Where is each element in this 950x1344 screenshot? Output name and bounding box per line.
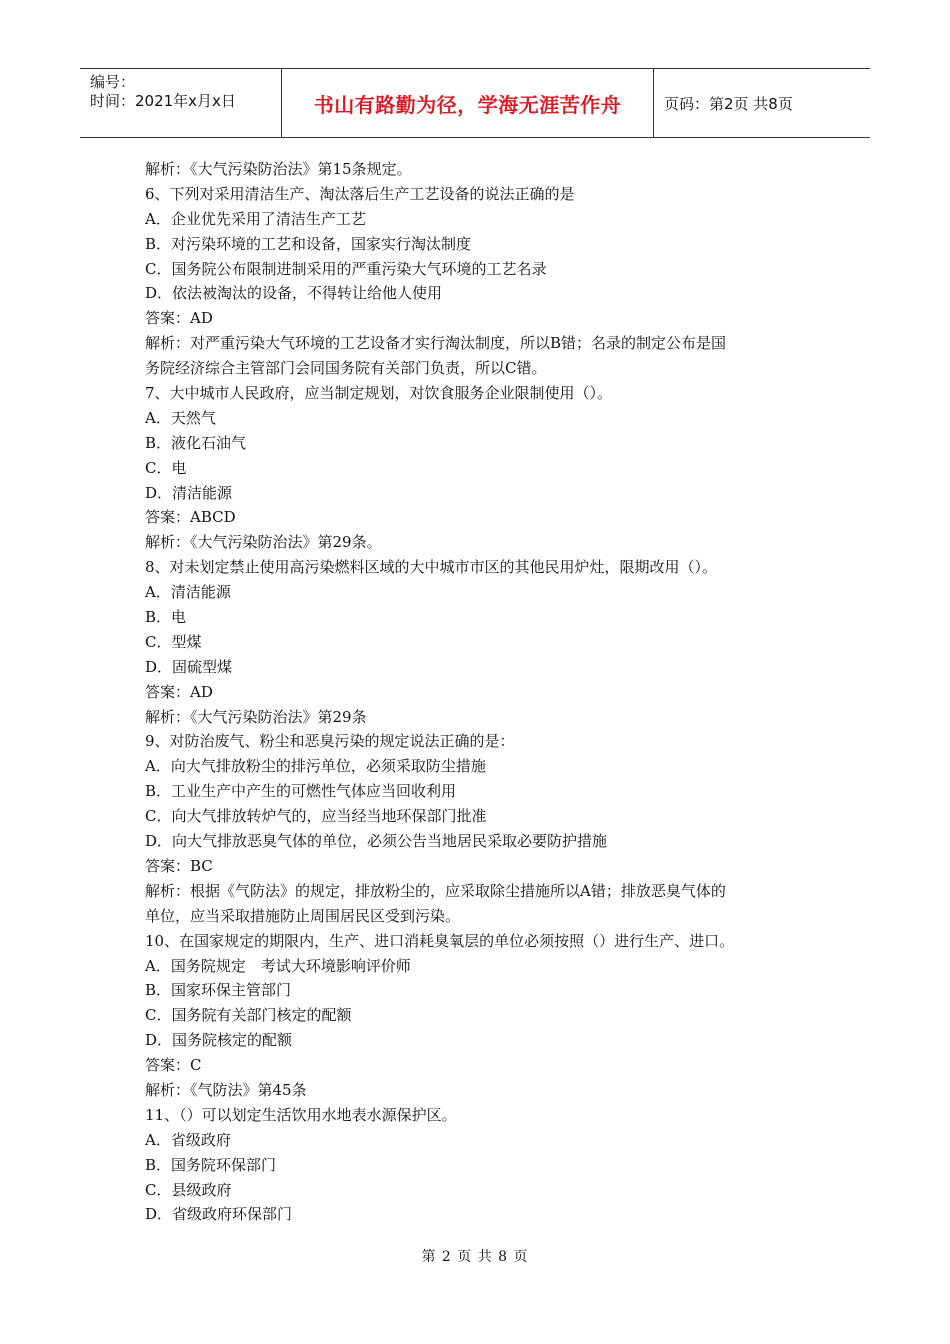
text-line: 11、（）可以划定生活饮用水地表水源保护区。 bbox=[145, 1105, 457, 1124]
text-line: B．电 bbox=[145, 608, 187, 627]
text-line: C．电 bbox=[145, 458, 187, 477]
text-line: 9、对防治废气、粉尘和恶臭污染的规定说法正确的是： bbox=[145, 732, 515, 751]
text-line: B．国务院环保部门 bbox=[145, 1155, 277, 1174]
text-line: 解析：《大气污染防治法》第15条规定。 bbox=[145, 160, 412, 178]
text-line: D．国务院核定的配额 bbox=[145, 1031, 293, 1050]
page-header bbox=[80, 68, 870, 138]
text-line: C．国务院有关部门核定的配额 bbox=[145, 1006, 352, 1025]
document-date: 时间：2021年x月x日 bbox=[90, 92, 236, 110]
text-line: D．省级政府环保部门 bbox=[145, 1205, 293, 1224]
header-meta bbox=[80, 69, 282, 137]
text-line: 务院经济综合主管部门会同国务院有关部门负责，所以C错。 bbox=[145, 359, 547, 378]
text-line: 解析：《气防法》第45条 bbox=[145, 1080, 307, 1099]
text-line: C．型煤 bbox=[145, 632, 202, 651]
text-line: B．工业生产中产生的可燃性气体应当回收利用 bbox=[145, 782, 457, 801]
text-line: D．清洁能源 bbox=[145, 483, 233, 502]
text-line: 单位，应当采取措施防止周围居民区受到污染。 bbox=[145, 906, 461, 925]
text-line: 6、下列对采用清洁生产、淘汰落后生产工艺设备的说法正确的是 bbox=[145, 184, 575, 203]
text-line: 解析：对严重污染大气环境的工艺设备才实行淘汰制度，所以B错；名录的制定公布是国 bbox=[145, 334, 727, 353]
text-line: 10、在国家规定的期限内，生产、进口消耗臭氧层的单位必须按照（）进行生产、进口。 bbox=[145, 931, 735, 950]
text-line: D．向大气排放恶臭气体的单位，必须公告当地居民采取必要防护措施 bbox=[145, 832, 608, 851]
text-line: A．清洁能源 bbox=[145, 583, 231, 602]
text-line: D．固硫型煤 bbox=[145, 657, 233, 676]
text-line: 7、大中城市人民政府，应当制定规划，对饮食服务企业限制使用（）。 bbox=[145, 384, 613, 403]
text-line: 答案：BC bbox=[145, 856, 213, 875]
text-line: 解析：《大气污染防治法》第29条 bbox=[145, 707, 367, 726]
page-footer: 第 2 页 共 8 页 bbox=[421, 1249, 529, 1265]
text-line: A．省级政府 bbox=[145, 1130, 231, 1149]
text-line: A．天然气 bbox=[145, 408, 216, 427]
text-line: C．县级政府 bbox=[145, 1180, 232, 1199]
text-line: C．国务院公布限制进制采用的严重污染大气环境的工艺名录 bbox=[145, 259, 547, 278]
text-line: D．依法被淘汰的设备，不得转让给他人使用 bbox=[145, 284, 443, 303]
header-page-info: 页码：第2页 共8页 bbox=[664, 94, 793, 113]
text-line: 答案：AD bbox=[145, 309, 213, 328]
text-line: 解析：《大气污染防治法》第29条。 bbox=[145, 533, 382, 552]
text-line: A．向大气排放粉尘的排污单位，必须采取防尘措施 bbox=[145, 757, 486, 776]
text-line: A．国务院规定 考试大环境影响评价师 bbox=[145, 956, 411, 975]
text-line: 答案：ABCD bbox=[145, 508, 236, 527]
text-line: C．向大气排放转炉气的，应当经当地环保部门批准 bbox=[145, 807, 487, 826]
header-motto: 书山有路勤为径，学海无涯苦作舟 bbox=[282, 69, 654, 137]
text-line: A．企业优先采用了清洁生产工艺 bbox=[145, 209, 366, 228]
text-line: B．国家环保主管部门 bbox=[145, 981, 292, 1000]
text-line: 答案：C bbox=[145, 1056, 202, 1075]
text-line: 答案：AD bbox=[145, 682, 213, 701]
text-line: 解析：根据《气防法》的规定，排放粉尘的，应采取除尘措施所以A错；排放恶臭气体的 bbox=[145, 881, 726, 900]
text-line: B．液化石油气 bbox=[145, 433, 247, 452]
document-number: 编号： bbox=[90, 73, 136, 91]
text-line: 8、对未划定禁止使用高污染燃料区域的大中城市市区的其他民用炉灶，限期改用（）。 bbox=[145, 558, 718, 577]
text-line: B．对污染环境的工艺和设备，国家实行淘汰制度 bbox=[145, 234, 472, 253]
document-body bbox=[145, 157, 815, 1227]
